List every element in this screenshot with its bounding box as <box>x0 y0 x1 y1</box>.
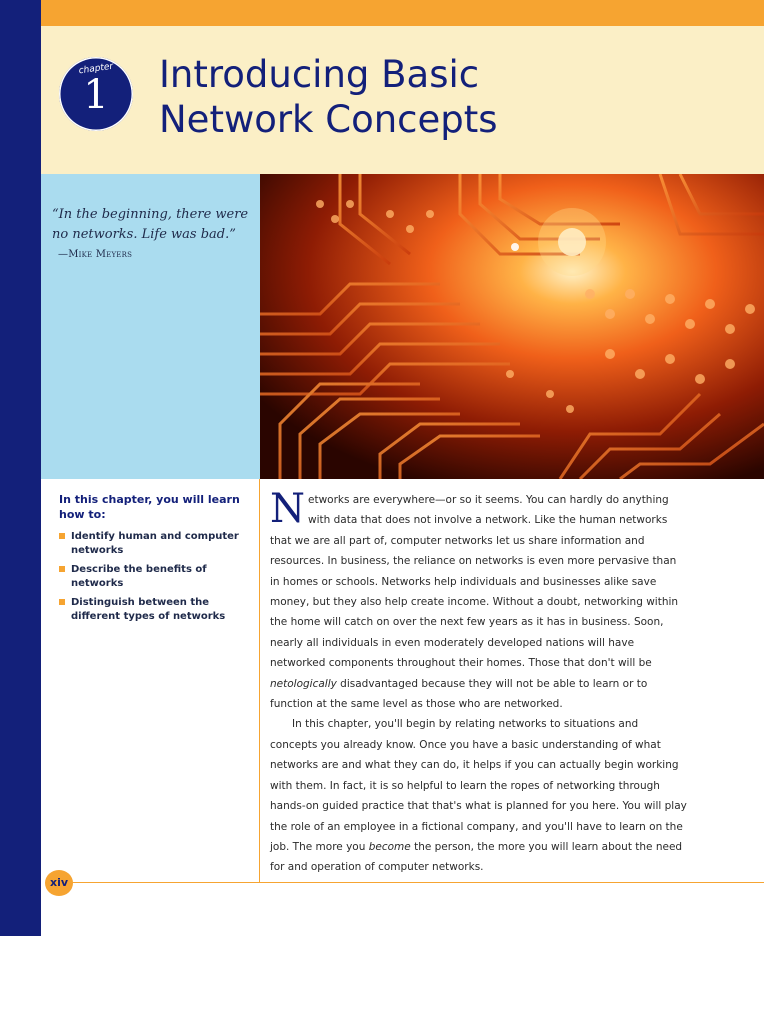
footer-rule <box>72 882 764 883</box>
chapter-title-line-1: Introducing Basic <box>159 53 480 96</box>
body-text-run: disadvantaged because they will not be able to learn or to function at the same level as those who are networked. <box>270 677 648 711</box>
chapter-title-line-2: Network Concepts <box>159 98 498 141</box>
learning-objective-text: Distinguish between the different types of networks <box>71 597 226 622</box>
learning-objective-text: Identify human and computer networks <box>71 531 239 556</box>
circuit-board-photo <box>260 174 764 479</box>
learning-objective-text: Describe the benefits of networks <box>71 564 207 589</box>
square-bullet-icon <box>59 533 65 539</box>
top-accent-bar <box>41 0 764 26</box>
chapter-badge <box>59 57 133 131</box>
body-paragraph-1 <box>270 486 688 714</box>
learning-objective-item <box>59 563 249 591</box>
learning-objectives-list <box>59 530 249 624</box>
learning-objectives-heading: In this chapter, you will learn how to: <box>59 493 240 521</box>
learning-objective-item <box>59 596 249 624</box>
chapter-title <box>159 52 719 142</box>
learning-objective-item <box>59 530 249 558</box>
body-text-run: etworks are everywhere—or so it seems. You can hardly do anything with data that does not involve a network. Like the human networks that we are all part of, computer networks let us share information and resources. In business, the reliance on networks is even more pervasive than in homes or schools. Networks help individuals and businesses alike save money, but they also help create income. Without a doubt, networking within the home will catch on over the next few years as it has in business. Soon, nearly all individuals in even moderately developed nations will have networked components throughout their homes. Those that don't will be <box>270 494 679 670</box>
chapter-body <box>270 486 688 878</box>
square-bullet-icon <box>59 566 65 572</box>
body-paragraph-2 <box>270 714 688 877</box>
chapter-word: chapter <box>78 61 114 77</box>
drop-cap: N <box>270 486 305 532</box>
body-text-run: In this chapter, you'll begin by relating networks to situations and concepts you already know. Once you have a basic understanding of what networks are and what they can do, it helps if you can actually begin working with them. In fact, it is so helpful to learn the ropes of networking through hands-on guided practice that that's what is planned for you here. You will play the role of an employee in a fictional company, and you'll have to learn on the job. The more you <box>270 718 687 853</box>
column-divider <box>259 479 260 883</box>
body-italic-term: become <box>368 840 411 853</box>
epigraph-author: —Mike Meyers <box>58 249 133 260</box>
square-bullet-icon <box>59 599 65 605</box>
epigraph-quote: “In the beginning, there were no networks. Life was bad.” <box>52 207 249 242</box>
learning-objectives <box>59 492 249 629</box>
chapter-number: 1 <box>83 72 109 118</box>
left-spine-bar <box>0 0 41 936</box>
body-text-run: the person, the more you will learn about the need for and operation of computer networks. <box>270 840 683 874</box>
page-number-badge: xiv <box>45 870 73 896</box>
body-italic-term: netologically <box>270 677 337 690</box>
